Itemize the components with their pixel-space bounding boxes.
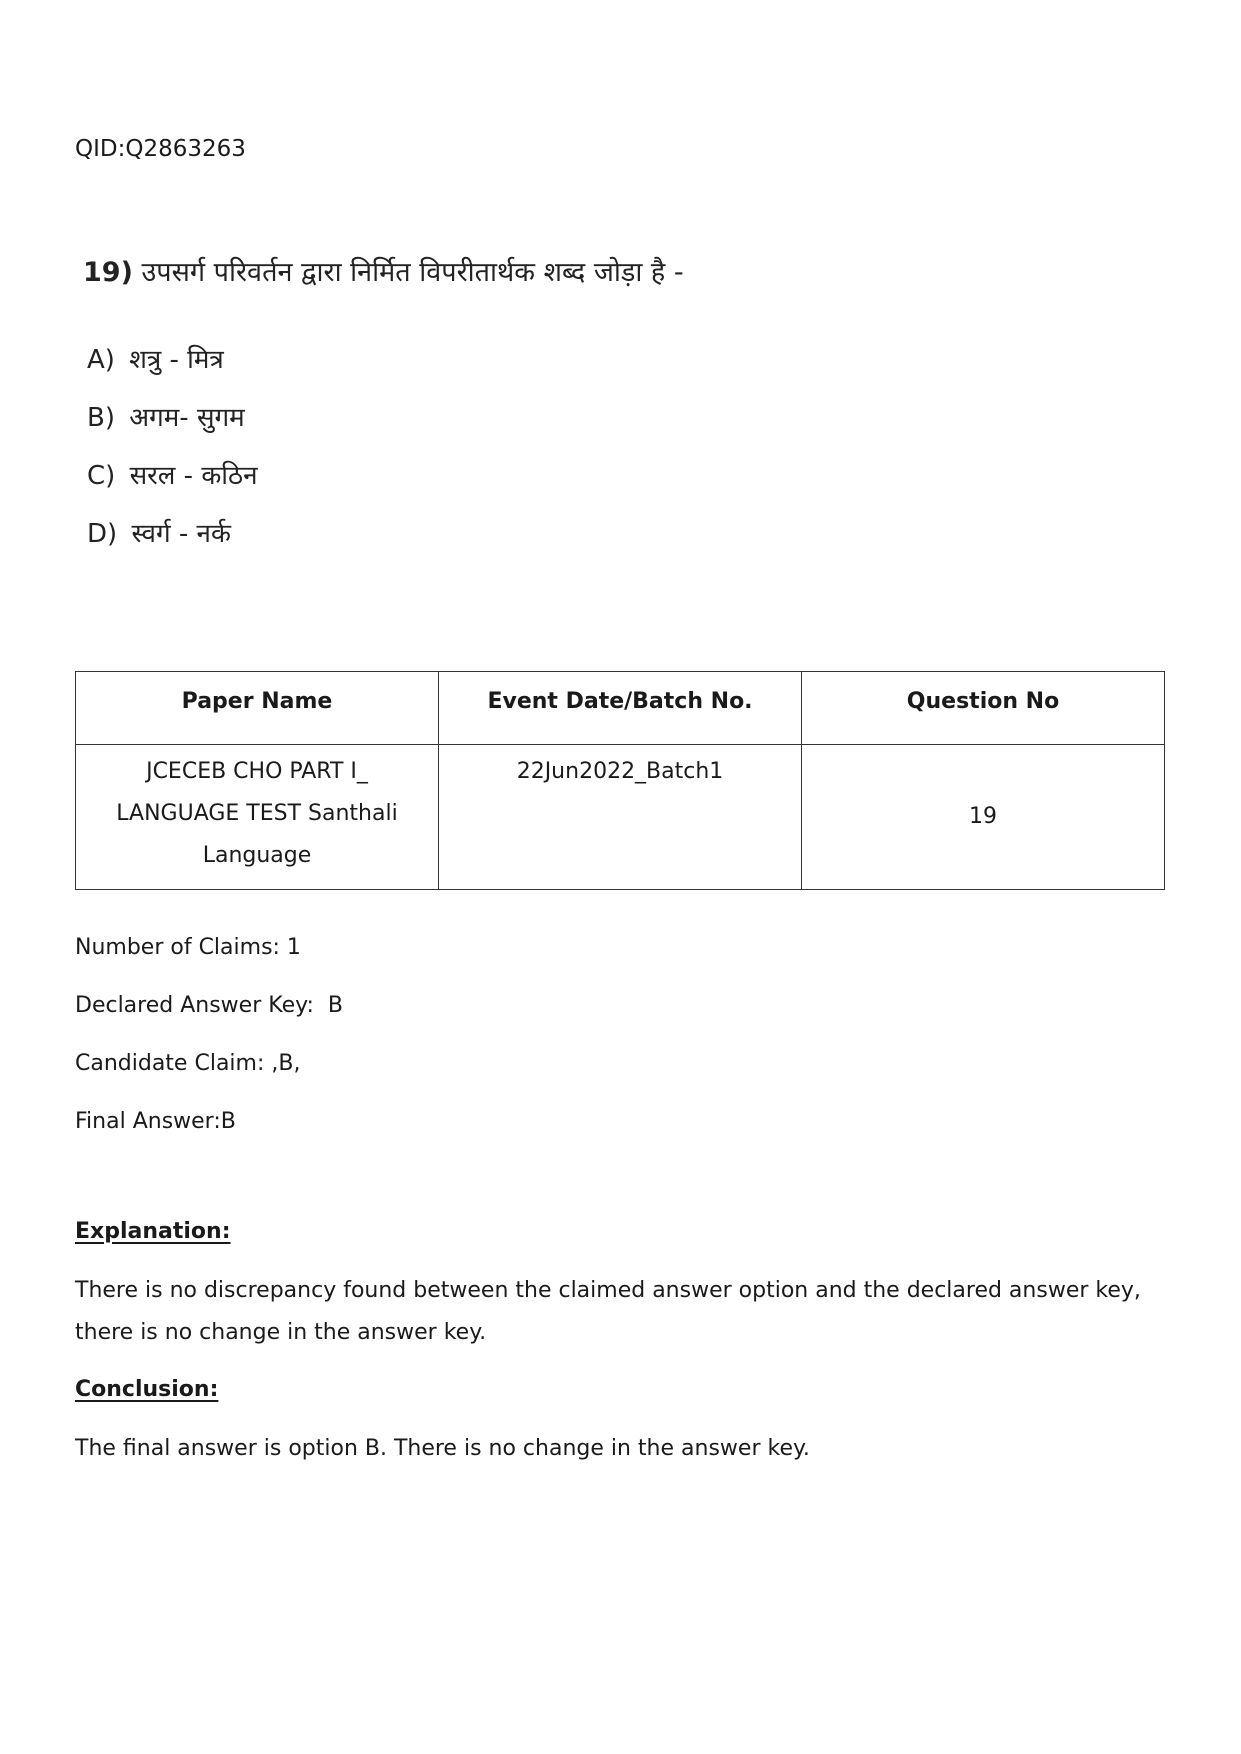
candidate-claim: Candidate Claim: ,B, — [75, 1051, 301, 1076]
conclusion-heading: Conclusion: — [75, 1377, 219, 1402]
option-letter: A) — [87, 345, 115, 375]
option-a — [87, 340, 258, 398]
conclusion-text: The final answer is option B. There is no change in the answer key. — [75, 1436, 810, 1461]
options-list — [87, 340, 258, 572]
option-d — [87, 514, 258, 572]
declared-answer-key: Declared Answer Key: B — [75, 993, 344, 1018]
explanation-text: There is no discrepancy found between the claimed answer option and the declared answer key, there is no change in the answer key. — [75, 1278, 1141, 1345]
claim-summary — [75, 930, 343, 1162]
final-answer: Final Answer:B — [75, 1109, 236, 1134]
table-row — [76, 745, 1165, 890]
question-body: उपसर्ग परिवर्तन द्वारा निर्मित विपरीतार्थक शब्द जोड़ा है - — [141, 257, 684, 288]
header-paper-name: Paper Name — [76, 672, 439, 745]
option-text: सरल - कठिन — [129, 461, 258, 491]
header-question-no: Question No — [802, 672, 1165, 745]
header-event-date: Event Date/Batch No. — [439, 672, 802, 745]
cell-paper-name: JCECEB CHO PART I_ LANGUAGE TEST Santhali Language — [76, 745, 439, 890]
explanation-heading: Explanation: — [75, 1219, 231, 1244]
number-of-claims: Number of Claims: 1 — [75, 935, 301, 960]
option-text: अगम- सुगम — [129, 403, 245, 433]
option-text: शत्रु - मित्र — [129, 345, 224, 375]
option-text: स्वर्ग - नर्क — [131, 519, 231, 549]
question-text — [83, 252, 684, 289]
question-id: QID:Q2863263 — [75, 136, 246, 162]
paper-info-table — [75, 671, 1165, 890]
table-header-row — [76, 672, 1165, 745]
question-number: 19) — [83, 257, 133, 288]
document-page — [75, 0, 1165, 1754]
option-letter: D) — [87, 519, 118, 549]
option-letter: C) — [87, 461, 116, 491]
option-c — [87, 456, 258, 514]
option-b — [87, 398, 258, 456]
cell-question-no: 19 — [802, 745, 1165, 890]
cell-event-date: 22Jun2022_Batch1 — [439, 745, 802, 890]
option-letter: B) — [87, 403, 115, 433]
